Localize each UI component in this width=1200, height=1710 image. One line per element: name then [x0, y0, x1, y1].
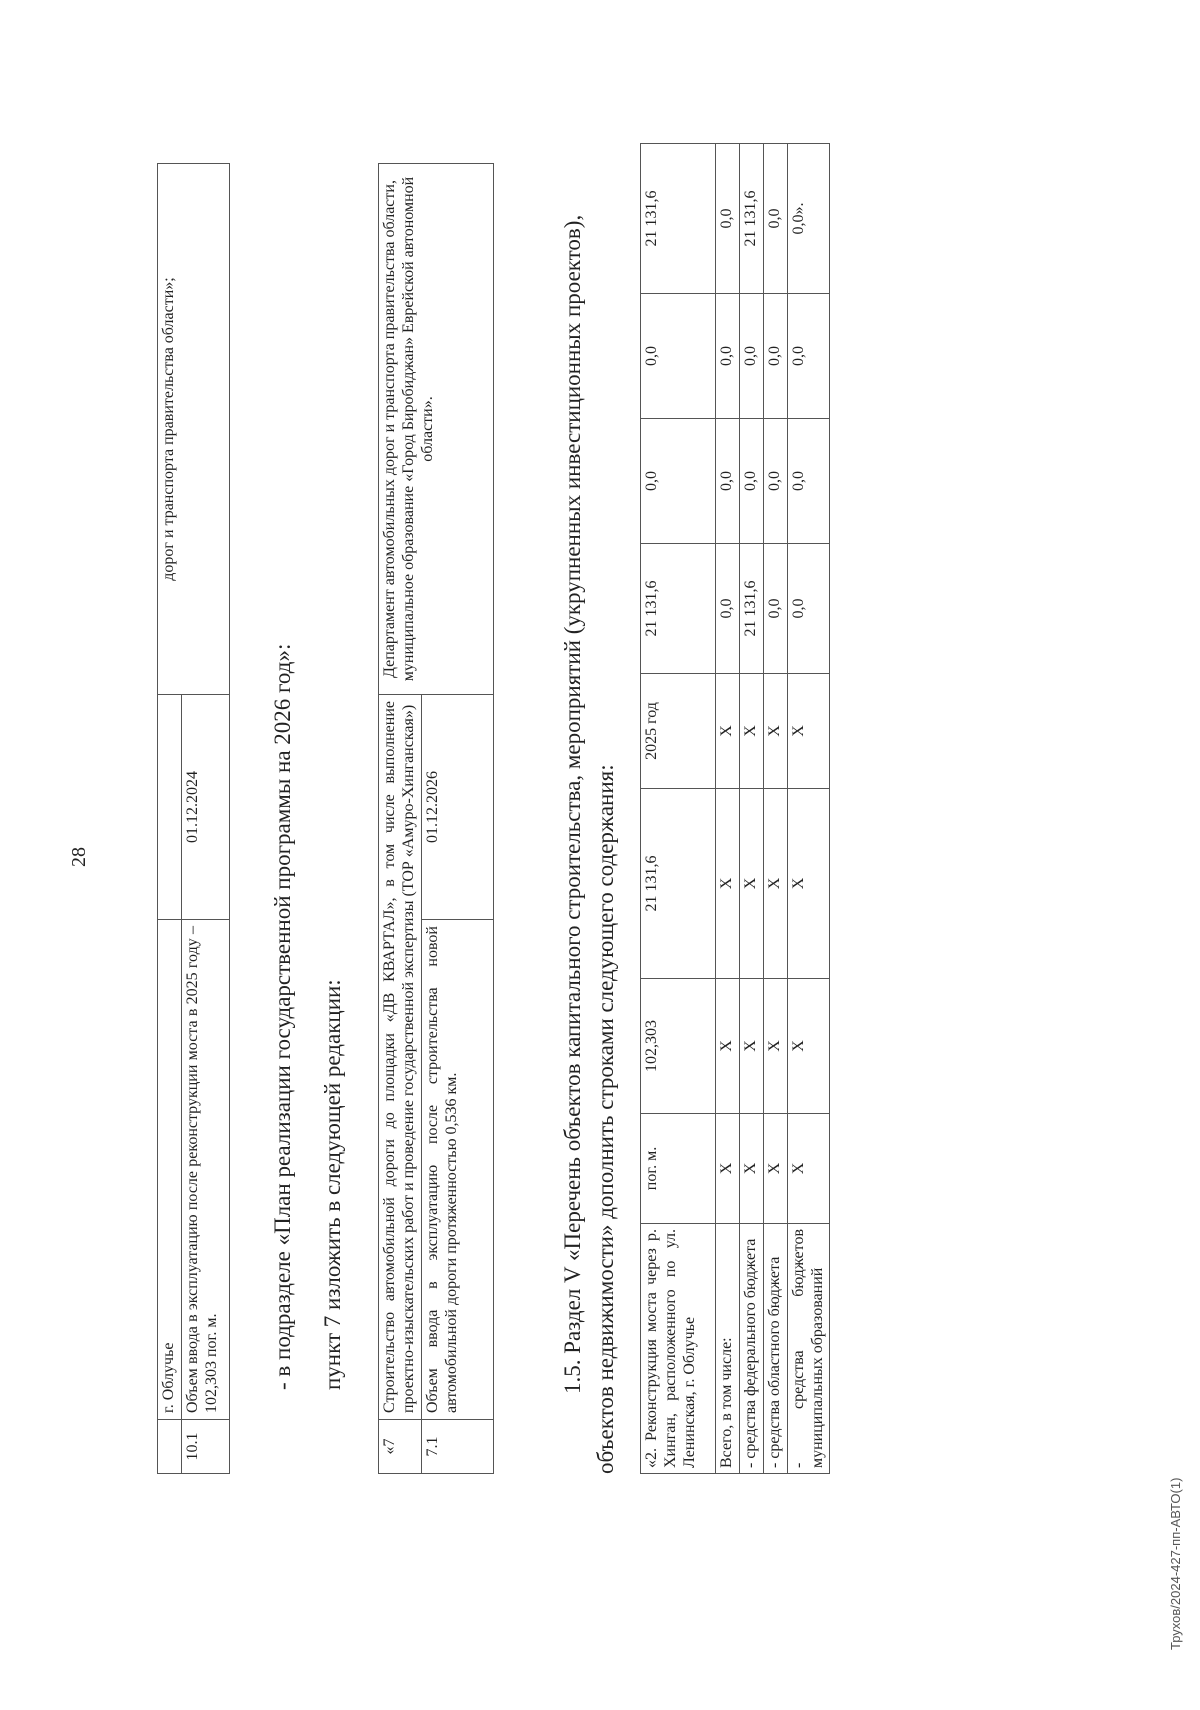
row-number: «7	[379, 1420, 422, 1474]
unit-cell: X	[787, 1114, 830, 1224]
value-total: 0,0	[763, 544, 787, 674]
section-heading: 1.5. Раздел V «Перечень объектов капитального строительства, мероприятий (укрупненных инвестиционных проектов), объектов недвижимости» дополнить строками следующего содержания:	[560, 214, 619, 1474]
value-2024: 0,0	[641, 419, 716, 544]
value-2025: 0,0	[787, 294, 830, 419]
capacity-cell: X	[787, 979, 830, 1114]
cost-total-cell: X	[716, 789, 740, 979]
event-date: 01.12.2026	[421, 695, 493, 920]
value-2026: 0,0».	[787, 144, 830, 294]
object-name: «2. Реконструкция моста через р. Хинган, расположенного по ул. Ленинская, г. Облучье	[641, 1224, 716, 1474]
page-number: 28	[68, 847, 90, 867]
value-2024: 0,0	[787, 419, 830, 544]
table-row	[763, 144, 787, 1474]
city-cell: г. Облучье	[158, 920, 182, 1420]
value-2026: 21 131,6	[641, 144, 716, 294]
unit-cell: X	[739, 1114, 763, 1224]
value-total: 0,0	[716, 544, 740, 674]
table-row	[158, 164, 182, 1474]
year-cell: X	[739, 674, 763, 789]
cost-total-cell: 21 131,6	[641, 789, 716, 979]
cost-total-cell: X	[739, 789, 763, 979]
cost-total-cell: X	[787, 789, 830, 979]
value-total: 0,0	[787, 544, 830, 674]
value-total: 21 131,6	[739, 544, 763, 674]
value-2024: 0,0	[716, 419, 740, 544]
value-total: 21 131,6	[641, 544, 716, 674]
table-row	[787, 144, 830, 1474]
capacity-cell: X	[716, 979, 740, 1114]
unit-cell: X	[763, 1114, 787, 1224]
program-table-continuation	[157, 163, 230, 1474]
year-cell: X	[716, 674, 740, 789]
capital-construction-table	[640, 143, 830, 1474]
value-2026: 0,0	[716, 144, 740, 294]
value-2025: 0,0	[716, 294, 740, 419]
event-description: Строительство автомобильной дороги до площадки «ДВ КВАРТАЛ», в том числе выполнение проектно-изыскательских работ и проведение государственной экспертизы (ТОР «Амуро-Хинганская»)	[379, 695, 422, 1420]
unit-cell: X	[716, 1114, 740, 1224]
object-name: - средства областного бюджета	[763, 1224, 787, 1474]
capacity-cell: 102,303	[641, 979, 716, 1114]
footer-reference: Трухов/2024-427-пп-АВТО(1)	[1168, 1477, 1183, 1650]
value-2026: 0,0	[763, 144, 787, 294]
value-2025: 0,0	[641, 294, 716, 419]
paragraph-item-7: пункт 7 изложить в следующей редакции:	[320, 979, 345, 1390]
year-cell: X	[787, 674, 830, 789]
responsible-cell: Департамент автомобильных дорог и транспорта правительства области, муниципальное образование «Город Биробиджан» Еврейской автономной области».	[379, 164, 494, 695]
table-row	[379, 164, 422, 1474]
table-row	[739, 144, 763, 1474]
value-2024: 0,0	[763, 419, 787, 544]
table-row	[641, 144, 716, 1474]
object-name: Всего, в том числе:	[716, 1224, 740, 1474]
cost-total-cell: X	[763, 789, 787, 979]
year-cell: X	[763, 674, 787, 789]
object-name: - средства бюджетов муниципальных образований	[787, 1224, 830, 1474]
row-number: 10.1	[181, 1420, 229, 1474]
responsible-cell: дорог и транспорта правительства области»;	[158, 164, 230, 695]
unit-cell: пог. м.	[641, 1114, 716, 1224]
capacity-cell: X	[763, 979, 787, 1114]
paragraph-subsection: - в подразделе «План реализации государственной программы на 2026 год»:	[270, 643, 295, 1390]
value-2026: 21 131,6	[739, 144, 763, 294]
value-2025: 0,0	[763, 294, 787, 419]
year-cell: 2025 год	[641, 674, 716, 789]
plan-table	[378, 163, 494, 1474]
value-2024: 0,0	[739, 419, 763, 544]
event-description: Объем ввода в эксплуатацию после строительства новой автомобильной дороги протяженностью 0,536 км.	[421, 920, 493, 1420]
object-name: - средства федерального бюджета	[739, 1224, 763, 1474]
event-description: Объем ввода в эксплуатацию после реконструкции моста в 2025 году – 102,303 пог. м.	[181, 920, 229, 1420]
row-number: 7.1	[421, 1420, 493, 1474]
value-2025: 0,0	[739, 294, 763, 419]
capacity-cell: X	[739, 979, 763, 1114]
table-row	[716, 144, 740, 1474]
event-date: 01.12.2024	[181, 695, 229, 920]
